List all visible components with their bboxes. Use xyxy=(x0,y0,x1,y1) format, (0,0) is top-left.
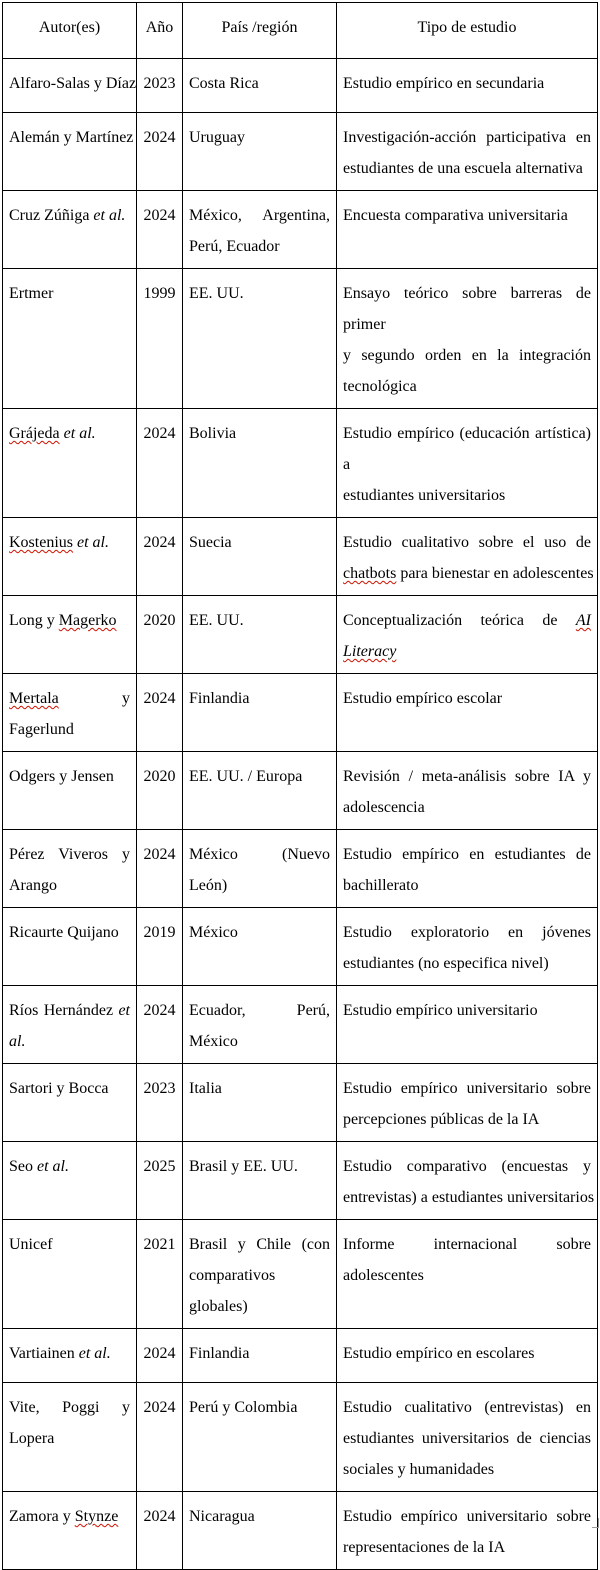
text-line xyxy=(189,1291,330,1322)
cell-author xyxy=(3,596,137,674)
text-line xyxy=(189,605,330,636)
cell-study-type xyxy=(337,986,598,1064)
text-line xyxy=(9,995,130,1026)
text-line xyxy=(343,636,591,667)
cell-study-type xyxy=(337,518,598,596)
text-segment: Seo xyxy=(9,1158,37,1175)
misspelled-word: Kostenius xyxy=(9,534,73,551)
cell-study-type xyxy=(337,409,598,518)
text-line xyxy=(9,418,130,449)
text-segment: Alfaro-Salas y Díaz xyxy=(9,75,137,92)
cell-author xyxy=(3,409,137,518)
text-segment: Arango xyxy=(9,877,57,894)
table-row xyxy=(3,908,598,986)
text-segment: et al. xyxy=(37,1158,69,1175)
cell-year: 2023 xyxy=(137,59,183,113)
text-line xyxy=(343,1260,591,1291)
text-line xyxy=(343,1073,591,1104)
text-segment: estudiantes de una escuela alternativa xyxy=(343,160,583,177)
cell-year: 2024 xyxy=(137,191,183,269)
text-line xyxy=(189,839,330,870)
cell-author xyxy=(3,191,137,269)
text-segment: Conceptualización teórica de xyxy=(343,612,576,629)
text-line xyxy=(189,278,330,309)
cell-region xyxy=(183,1064,337,1142)
cell-year: 2024 xyxy=(137,518,183,596)
text-line xyxy=(343,371,591,402)
cell-region xyxy=(183,596,337,674)
col-header-study-type: Tipo de estudio xyxy=(337,3,598,59)
text-line xyxy=(189,418,330,449)
cell-region xyxy=(183,518,337,596)
table-row xyxy=(3,1492,598,1570)
cell-author xyxy=(3,1492,137,1570)
text-line xyxy=(9,1026,130,1057)
cell-author xyxy=(3,113,137,191)
text-segment: et al. xyxy=(77,534,109,551)
table-resize-handle[interactable] xyxy=(592,1518,599,1528)
text-segment: México xyxy=(189,1033,238,1050)
text-line xyxy=(343,1182,595,1213)
text-line xyxy=(189,1026,330,1057)
cell-region xyxy=(183,113,337,191)
text-line xyxy=(189,1073,330,1104)
text-segment: Uruguay xyxy=(189,129,245,146)
cell-region xyxy=(183,1142,337,1220)
cell-study-type xyxy=(337,908,598,986)
text-line xyxy=(9,870,130,901)
cell-author xyxy=(3,1064,137,1142)
cell-study-type xyxy=(337,1220,598,1329)
text-segment: Perú, Ecuador xyxy=(189,238,280,255)
text-line xyxy=(189,527,330,558)
text-segment: estudiantes universitarios de ciencias xyxy=(343,1430,591,1447)
text-line xyxy=(343,340,591,371)
text-line xyxy=(343,1454,591,1485)
cell-region xyxy=(183,59,337,113)
text-segment: Perú y Colombia xyxy=(189,1399,298,1416)
text-segment: Estudio empírico (educación artística) a xyxy=(343,425,591,473)
text-segment: Ricaurte Quijano xyxy=(9,924,119,941)
text-line xyxy=(343,122,591,153)
text-line xyxy=(9,68,137,99)
cell-study-type xyxy=(337,1492,598,1570)
text-segment: Alemán y Martínez xyxy=(9,129,134,146)
cell-region xyxy=(183,752,337,830)
text-line xyxy=(9,527,130,558)
cell-study-type xyxy=(337,1142,598,1220)
text-line xyxy=(189,1151,330,1182)
table-row xyxy=(3,113,598,191)
text-segment: Estudio empírico en escolares xyxy=(343,1345,535,1362)
text-segment: Italia xyxy=(189,1080,222,1097)
text-line xyxy=(9,917,130,948)
text-line xyxy=(189,1260,330,1291)
text-line xyxy=(189,68,330,99)
text-segment: Nicaragua xyxy=(189,1508,255,1525)
table-row xyxy=(3,674,598,752)
text-segment: Ecuador, Perú, xyxy=(189,1002,330,1019)
text-segment: representaciones de la IA xyxy=(343,1539,506,1556)
text-segment: Finlandia xyxy=(189,690,250,707)
text-segment: y segundo orden en la integración xyxy=(343,347,591,364)
text-line xyxy=(343,995,591,1026)
misspelled-word: chatbots xyxy=(343,565,397,582)
misspelled-word: AI xyxy=(575,612,591,629)
cell-year: 2021 xyxy=(137,1220,183,1329)
text-segment: Odgers y Jensen xyxy=(9,768,114,785)
cell-study-type xyxy=(337,1383,598,1492)
cell-region xyxy=(183,674,337,752)
text-segment: Informe internacional sobre xyxy=(343,1236,591,1253)
cell-author xyxy=(3,518,137,596)
table-row xyxy=(3,409,598,518)
table-row xyxy=(3,269,598,409)
text-line xyxy=(343,68,591,99)
cell-year: 2020 xyxy=(137,752,183,830)
text-segment: Cruz Zúñiga xyxy=(9,207,94,224)
cell-region xyxy=(183,1383,337,1492)
text-line xyxy=(343,558,594,589)
cell-author xyxy=(3,59,137,113)
misspelled-word: Magerko xyxy=(58,612,117,629)
text-line xyxy=(9,839,130,870)
cell-author xyxy=(3,1383,137,1492)
text-segment: sociales y humanidades xyxy=(343,1461,495,1478)
text-line xyxy=(343,1338,591,1369)
cell-year: 2024 xyxy=(137,674,183,752)
table-row xyxy=(3,1142,598,1220)
table-row xyxy=(3,1329,598,1383)
text-segment: Estudio exploratorio en jóvenes xyxy=(343,924,591,941)
text-segment: percepciones públicas de la IA xyxy=(343,1111,540,1128)
text-line xyxy=(189,1501,330,1532)
text-segment: Zamora y xyxy=(9,1508,75,1525)
text-line xyxy=(343,1423,591,1454)
text-line xyxy=(343,527,591,558)
text-line xyxy=(343,418,591,480)
cell-region xyxy=(183,908,337,986)
cell-study-type xyxy=(337,1329,598,1383)
text-line xyxy=(9,1392,130,1423)
text-segment: estudiantes (no especifica nivel) xyxy=(343,955,549,972)
cell-year: 2020 xyxy=(137,596,183,674)
text-line xyxy=(343,1532,591,1563)
cell-study-type xyxy=(337,113,598,191)
text-segment: Brasil y Chile (con xyxy=(189,1236,330,1253)
cell-region xyxy=(183,830,337,908)
text-segment: Fagerlund xyxy=(9,721,74,738)
text-line xyxy=(343,153,591,184)
cell-year: 1999 xyxy=(137,269,183,409)
text-line xyxy=(189,917,330,948)
text-segment: al. xyxy=(9,1033,26,1050)
studies-table-body xyxy=(3,59,598,1570)
text-segment: Sartori y Bocca xyxy=(9,1080,109,1097)
text-segment: tecnológica xyxy=(343,378,417,395)
text-segment: EE. UU. / Europa xyxy=(189,768,303,785)
col-header-year: Año xyxy=(137,3,183,59)
table-row xyxy=(3,830,598,908)
text-line xyxy=(189,231,330,262)
table-row xyxy=(3,518,598,596)
text-segment: Finlandia xyxy=(189,1345,250,1362)
text-segment: EE. UU. xyxy=(189,612,244,629)
text-segment: et al. xyxy=(78,1345,111,1362)
text-segment: bachillerato xyxy=(343,877,419,894)
text-line xyxy=(9,761,130,792)
cell-study-type xyxy=(337,269,598,409)
cell-study-type xyxy=(337,596,598,674)
cell-region xyxy=(183,269,337,409)
cell-study-type xyxy=(337,674,598,752)
cell-year: 2024 xyxy=(137,1329,183,1383)
text-segment: et xyxy=(118,1002,130,1019)
text-line xyxy=(9,1501,130,1532)
cell-study-type xyxy=(337,752,598,830)
table-row xyxy=(3,59,598,113)
cell-author xyxy=(3,1220,137,1329)
text-line xyxy=(343,839,591,870)
text-segment: para bienestar en adolescentes xyxy=(396,565,594,582)
text-segment: Investigación-acción participativa en xyxy=(343,129,591,146)
cell-study-type xyxy=(337,830,598,908)
table-row xyxy=(3,1383,598,1492)
text-segment: EE. UU. xyxy=(189,285,244,302)
text-segment: y xyxy=(58,690,130,707)
misspelled-word: Mertala xyxy=(9,690,59,707)
text-line xyxy=(9,605,130,636)
col-header-region: País /región xyxy=(183,3,337,59)
text-segment: Ensayo teórico sobre barreras de primer xyxy=(343,285,591,333)
text-line xyxy=(189,122,330,153)
table-row xyxy=(3,191,598,269)
header-row xyxy=(3,3,598,59)
text-segment: et al. xyxy=(63,425,96,442)
cell-year: 2024 xyxy=(137,986,183,1064)
text-segment: Suecia xyxy=(189,534,232,551)
text-segment: estudiantes universitarios xyxy=(343,487,506,504)
cell-study-type xyxy=(337,59,598,113)
text-line xyxy=(189,1338,330,1369)
text-line xyxy=(9,200,130,231)
text-line xyxy=(189,200,330,231)
text-segment: Bolivia xyxy=(189,425,237,442)
text-segment: Costa Rica xyxy=(189,75,259,92)
cell-year: 2025 xyxy=(137,1142,183,1220)
table-row xyxy=(3,986,598,1064)
cell-author xyxy=(3,269,137,409)
text-line xyxy=(343,1151,591,1182)
cell-author xyxy=(3,752,137,830)
text-line xyxy=(9,1338,130,1369)
cell-year: 2019 xyxy=(137,908,183,986)
text-line xyxy=(343,1229,591,1260)
cell-author xyxy=(3,1142,137,1220)
cell-region xyxy=(183,986,337,1064)
text-line xyxy=(343,870,591,901)
text-segment: Estudio empírico escolar xyxy=(343,690,503,707)
text-line xyxy=(343,1501,591,1532)
text-segment: Brasil y EE. UU. xyxy=(189,1158,298,1175)
table-row xyxy=(3,1220,598,1329)
text-line xyxy=(9,278,130,309)
cell-year: 2024 xyxy=(137,1492,183,1570)
text-segment: Ertmer xyxy=(9,285,54,302)
text-line xyxy=(9,1073,130,1104)
text-segment: Estudio comparativo (encuestas y xyxy=(343,1158,591,1175)
cell-year: 2024 xyxy=(137,830,183,908)
studies-table xyxy=(2,2,598,1570)
text-line xyxy=(9,1229,130,1260)
text-line xyxy=(9,1423,130,1454)
text-line xyxy=(343,1104,591,1135)
misspelled-word: Grájeda xyxy=(9,425,60,442)
text-segment: Estudio empírico universitario xyxy=(343,1002,538,1019)
cell-year: 2024 xyxy=(137,1383,183,1492)
text-segment: México xyxy=(189,924,238,941)
cell-region xyxy=(183,1220,337,1329)
text-segment: Estudio cualitativo sobre el uso de xyxy=(343,534,591,551)
text-segment: Estudio empírico universitario sobre xyxy=(343,1508,591,1525)
text-line xyxy=(189,1229,330,1260)
cell-region xyxy=(183,1492,337,1570)
text-line xyxy=(343,792,591,823)
text-line xyxy=(9,683,130,714)
text-segment: adolescencia xyxy=(343,799,425,816)
table-row xyxy=(3,752,598,830)
text-segment: Vite, Poggi y xyxy=(9,1399,130,1416)
cell-author xyxy=(3,908,137,986)
text-segment: Ríos Hernández xyxy=(9,1002,119,1019)
cell-region xyxy=(183,409,337,518)
text-segment: Pérez Viveros y xyxy=(9,846,130,863)
cell-region xyxy=(183,1329,337,1383)
col-header-authors: Autor(es) xyxy=(3,3,137,59)
text-line xyxy=(9,122,134,153)
text-segment: Estudio empírico en estudiantes de xyxy=(343,846,591,863)
text-line xyxy=(9,714,130,745)
text-segment: Estudio cualitativo (entrevistas) en xyxy=(343,1399,591,1416)
text-segment: Long y xyxy=(9,612,59,629)
text-line xyxy=(9,1151,130,1182)
text-segment: Lopera xyxy=(9,1430,55,1447)
text-segment: León) xyxy=(189,877,228,894)
cell-year: 2023 xyxy=(137,1064,183,1142)
text-segment: comparativos xyxy=(189,1267,276,1284)
text-line xyxy=(343,480,591,511)
text-segment: et al. xyxy=(93,207,126,224)
text-line xyxy=(189,683,330,714)
cell-author xyxy=(3,986,137,1064)
text-line xyxy=(343,683,591,714)
text-line xyxy=(343,278,591,340)
cell-year: 2024 xyxy=(137,409,183,518)
cell-study-type xyxy=(337,1064,598,1142)
misspelled-word: Literacy xyxy=(343,643,397,660)
text-segment: adolescentes xyxy=(343,1267,424,1284)
cell-study-type xyxy=(337,191,598,269)
text-segment: entrevistas) a estudiantes universitarios xyxy=(343,1189,595,1206)
text-line xyxy=(189,995,330,1026)
text-segment: Estudio empírico en secundaria xyxy=(343,75,545,92)
text-segment: Estudio empírico universitario sobre xyxy=(343,1080,591,1097)
text-line xyxy=(189,761,330,792)
text-line xyxy=(343,917,591,948)
text-line xyxy=(343,1392,591,1423)
cell-year: 2024 xyxy=(137,113,183,191)
text-segment: globales) xyxy=(189,1298,248,1315)
cell-author xyxy=(3,674,137,752)
text-line xyxy=(189,870,330,901)
table-row xyxy=(3,1064,598,1142)
text-segment: Vartiainen xyxy=(9,1345,79,1362)
text-line xyxy=(343,948,591,979)
table-row xyxy=(3,596,598,674)
cell-author xyxy=(3,1329,137,1383)
text-segment: Unicef xyxy=(9,1236,53,1253)
text-line xyxy=(343,605,591,636)
cell-author xyxy=(3,830,137,908)
cell-region xyxy=(183,191,337,269)
text-segment: Encuesta comparativa universitaria xyxy=(343,207,568,224)
text-line xyxy=(189,1392,330,1423)
text-segment: México (Nuevo xyxy=(189,846,330,863)
text-line xyxy=(343,200,591,231)
misspelled-word: Stynze xyxy=(74,1508,119,1525)
text-segment: México, Argentina, xyxy=(189,207,330,224)
text-segment: Revisión / meta-análisis sobre IA y xyxy=(343,768,591,785)
text-line xyxy=(343,761,591,792)
